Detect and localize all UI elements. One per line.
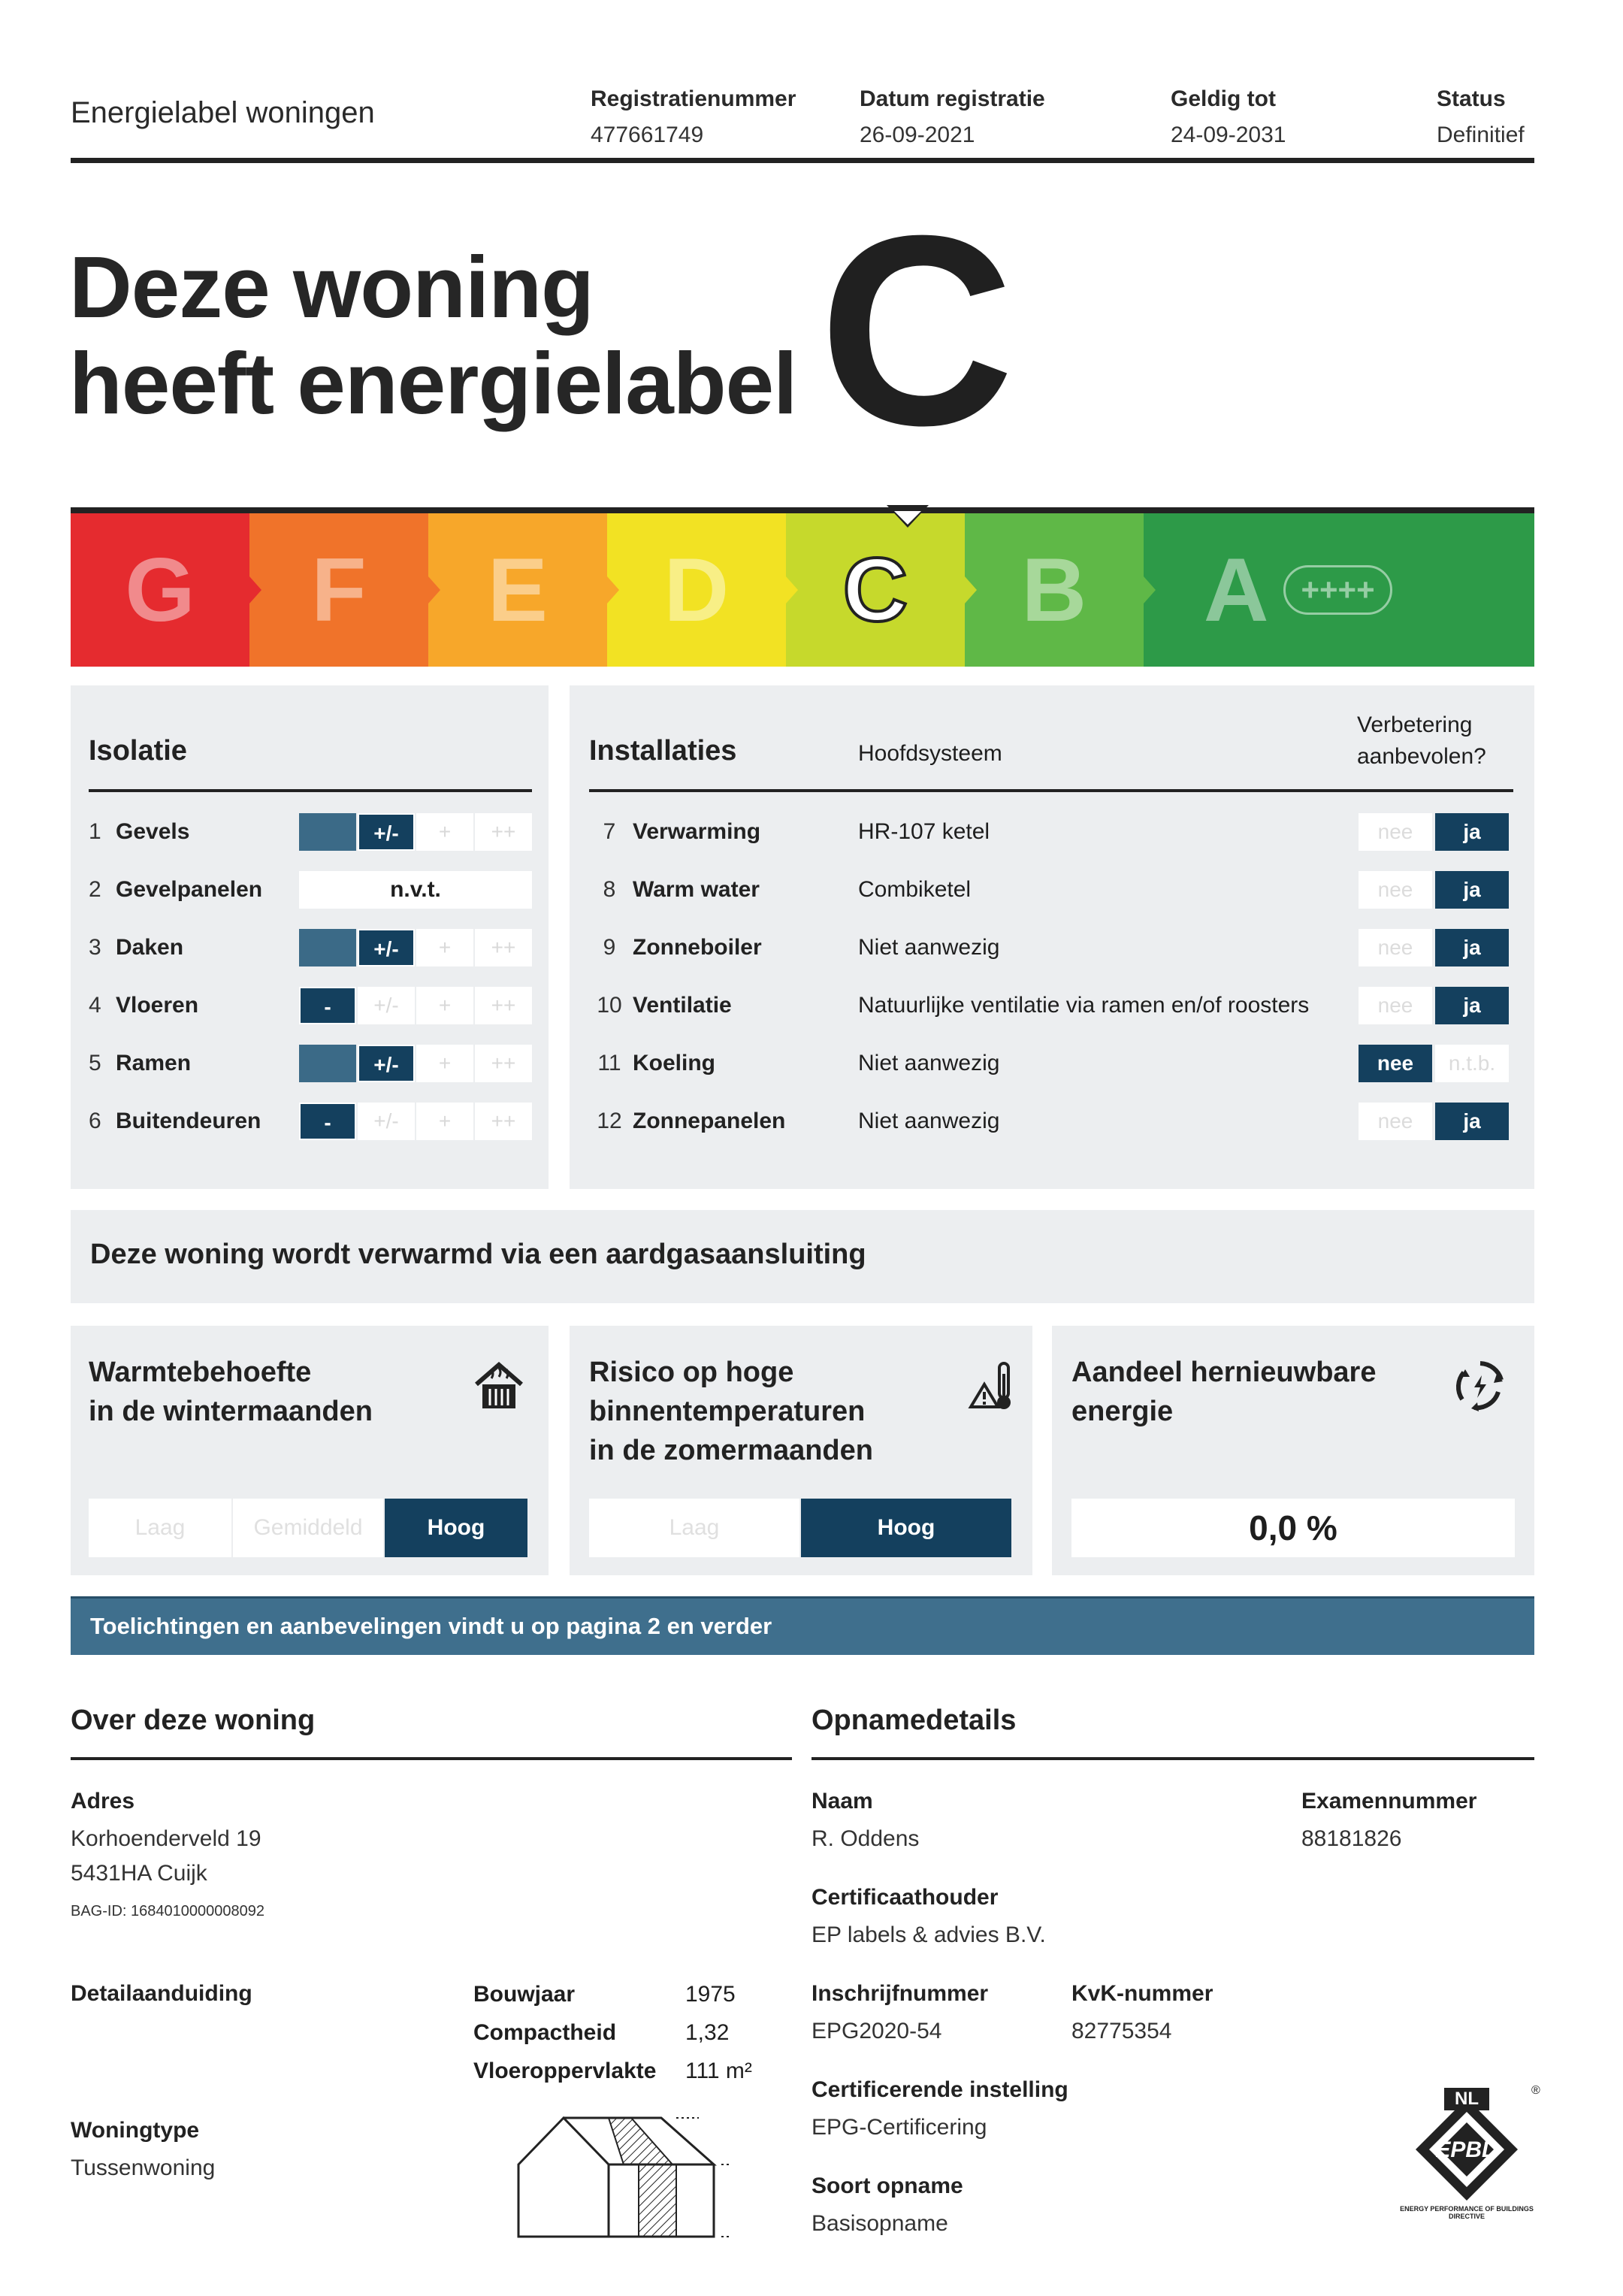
energy-label-bar — [71, 507, 1534, 667]
risico-option-laag: Laag — [589, 1499, 799, 1557]
isolatie-row-number: 6 — [89, 1109, 101, 1133]
spec-label: Compactheid — [473, 2020, 617, 2045]
installatie-row-number: 8 — [603, 877, 616, 902]
installatie-row-name: Zonnepanelen — [633, 1109, 786, 1133]
warmte-option-laag: Laag — [89, 1499, 231, 1557]
date-value: 26-09-2021 — [860, 123, 975, 147]
installatie-row-name: Warm water — [633, 877, 760, 902]
isolatie-rating-nvt: n.v.t. — [299, 871, 532, 909]
isolatie-rating-cell: ++ — [475, 813, 532, 851]
isolatie-rating — [299, 929, 533, 966]
verbetering-nee: nee — [1359, 1045, 1432, 1082]
verbetering-ja: ja — [1435, 987, 1509, 1024]
installatie-row — [589, 987, 732, 1024]
thermometer-warning-icon — [968, 1359, 1016, 1413]
isolatie-row — [89, 1045, 191, 1082]
spec-row — [473, 1975, 752, 2013]
isolatie-row-number: 3 — [89, 935, 101, 960]
epbd-logo — [1399, 2082, 1540, 2220]
examen-value: 88181826 — [1301, 1826, 1402, 1851]
warmte-title-line2: in de wintermaanden — [89, 1396, 373, 1427]
examen-label: Examennummer — [1301, 1789, 1477, 1814]
epbd-ring-text: ENERGY PERFORMANCE OF BUILDINGS DIRECTIVE — [1400, 2205, 1534, 2220]
document-title: Energielabel woningen — [71, 96, 375, 129]
installaties-title: Installaties — [589, 735, 737, 767]
isolatie-row-name: Buitendeuren — [116, 1109, 261, 1133]
status-label: Status — [1437, 86, 1506, 111]
isolatie-row-number: 2 — [89, 877, 101, 902]
isolatie-row — [89, 871, 262, 909]
isolatie-rating-cell — [299, 1045, 356, 1082]
installatie-system: Niet aanwezig — [858, 1051, 1000, 1075]
installatie-row — [589, 871, 760, 909]
installaties-rule — [589, 789, 1513, 792]
inschrijf-value: EPG2020-54 — [812, 2019, 942, 2043]
risico-title-line1: Risico op hoge — [589, 1357, 794, 1388]
verbetering-header-line2: aanbevolen? — [1357, 744, 1486, 769]
status-value: Definitief — [1437, 123, 1525, 147]
installatie-row-number: 12 — [597, 1109, 622, 1133]
installatie-row-number: 7 — [603, 819, 616, 844]
isolatie-title: Isolatie — [89, 735, 187, 767]
isolatie-rating-cell — [299, 929, 356, 966]
installatie-system: Natuurlijke ventilatie via ramen en/of roosters — [858, 993, 1310, 1018]
header-status — [1437, 81, 1525, 153]
warmte-option-hoog: Hoog — [385, 1499, 527, 1557]
label-pointer-inner — [894, 511, 921, 525]
isolatie-row-name: Vloeren — [116, 993, 199, 1018]
verbetering-ja: n.t.b. — [1435, 1045, 1509, 1082]
label-segment-g — [71, 513, 249, 667]
inschrijf-label: Inschrijfnummer — [812, 1981, 989, 2006]
registration-label: Registratienummer — [591, 86, 796, 111]
house-heat-icon — [472, 1359, 526, 1413]
label-letter-d: D — [663, 540, 730, 640]
verbetering-toggle — [1359, 1103, 1512, 1140]
valid-value: 24-09-2031 — [1171, 123, 1286, 147]
isolatie-rating-cell: + — [416, 1103, 473, 1140]
label-letter-g: G — [125, 540, 195, 640]
verbetering-toggle — [1359, 1045, 1512, 1082]
verbetering-header-line1: Verbetering — [1357, 712, 1473, 737]
isolatie-row-number: 5 — [89, 1051, 101, 1075]
warmte-scale — [89, 1499, 529, 1557]
verbetering-nee: nee — [1359, 987, 1432, 1024]
epbd-text: EPBD — [1435, 2137, 1498, 2162]
isolatie-rating-cell: ++ — [475, 1045, 532, 1082]
header-registration — [591, 81, 796, 153]
label-segment-a — [1144, 513, 1534, 667]
bag-id: BAG-ID: 1684010000008092 — [71, 1903, 264, 1919]
isolatie-rating-cell: + — [416, 929, 473, 966]
label-segment-f — [249, 513, 428, 667]
over-title: Over deze woning — [71, 1705, 316, 1736]
isolatie-rating-cell: + — [416, 987, 473, 1024]
installatie-system: Combiketel — [858, 877, 972, 902]
adres-label: Adres — [71, 1789, 135, 1814]
spec-value: 1,32 — [685, 2020, 730, 2045]
verbetering-ja: ja — [1435, 813, 1509, 851]
spec-value: 1975 — [685, 1982, 736, 2007]
label-letter-b: B — [1021, 540, 1087, 640]
isolatie-rating-cell: - — [299, 1103, 356, 1140]
installatie-row-number: 9 — [603, 935, 616, 960]
isolatie-rating-cell: +/- — [358, 929, 415, 966]
spec-row — [473, 2013, 752, 2052]
naam-label: Naam — [812, 1789, 873, 1814]
svg-text:®: ® — [1531, 2084, 1540, 2097]
risico-title — [589, 1353, 873, 1470]
energy-label-letter: C — [819, 180, 1014, 482]
isolatie-rating-cell: + — [416, 813, 473, 851]
warmte-title — [89, 1353, 373, 1431]
heating-text: Deze woning wordt verwarmd via een aardgasaansluiting — [90, 1239, 866, 1270]
risico-title-line2: binnentemperaturen — [589, 1396, 866, 1427]
isolatie-row — [89, 813, 189, 851]
hernieuwbaar-title-line1: Aandeel hernieuwbare — [1071, 1357, 1377, 1388]
instelling-value: EPG-Certificering — [812, 2115, 987, 2140]
verbetering-toggle — [1359, 813, 1512, 851]
isolatie-rating-cell: +/- — [358, 813, 415, 851]
verbetering-ja: ja — [1435, 871, 1509, 909]
installatie-row-name: Verwarming — [633, 819, 761, 844]
risico-title-line3: in de zomermaanden — [589, 1435, 873, 1466]
renewable-cycle-icon — [1452, 1357, 1509, 1414]
specs-table — [473, 1975, 752, 2090]
soort-label: Soort opname — [812, 2173, 963, 2198]
cert-value: EP labels & advies B.V. — [812, 1922, 1046, 1947]
installatie-row — [589, 929, 762, 966]
adres-line2: 5431HA Cuijk — [71, 1861, 207, 1886]
isolatie-rating-cell: +/- — [358, 1045, 415, 1082]
isolatie-row — [89, 929, 183, 966]
verbetering-nee: nee — [1359, 871, 1432, 909]
installatie-row — [589, 1103, 785, 1140]
verbetering-ja: ja — [1435, 1103, 1509, 1140]
isolatie-rating-cell: - — [299, 987, 356, 1024]
isolatie-rating — [299, 1045, 533, 1082]
isolatie-rating — [299, 1103, 533, 1140]
naam-value: R. Oddens — [812, 1826, 920, 1851]
installatie-system: HR-107 ketel — [858, 819, 990, 844]
label-segment-c — [786, 513, 965, 667]
isolatie-rule — [89, 789, 532, 792]
date-label: Datum registratie — [860, 86, 1045, 111]
isolatie-row-number: 4 — [89, 993, 101, 1018]
hernieuwbaar-title-line2: energie — [1071, 1396, 1174, 1427]
kvk-label: KvK-nummer — [1071, 1981, 1213, 2006]
adres-line1: Korhoenderveld 19 — [71, 1826, 261, 1851]
spec-label: Vloeroppervlakte — [473, 2059, 657, 2083]
instelling-label: Certificerende instelling — [812, 2077, 1068, 2102]
headline-line2: heeft energielabel — [69, 334, 797, 432]
isolatie-rating-cell: +/- — [358, 987, 415, 1024]
verbetering-toggle — [1359, 871, 1512, 909]
hernieuwbaar-title — [1071, 1353, 1376, 1431]
isolatie-rating — [299, 813, 533, 851]
detail-label: Detailaanduiding — [71, 1981, 252, 2006]
isolatie-rating-cell: ++ — [475, 1103, 532, 1140]
header-valid — [1171, 81, 1286, 153]
installatie-row-number: 10 — [597, 993, 622, 1018]
isolatie-row — [89, 987, 198, 1024]
isolatie-row-name: Ramen — [116, 1051, 192, 1075]
label-a-plus: ++++ — [1283, 565, 1392, 615]
risico-option-hoog: Hoog — [801, 1499, 1011, 1557]
isolatie-rating — [299, 987, 533, 1024]
label-segment-b — [965, 513, 1144, 667]
isolatie-rating-cell: +/- — [358, 1103, 415, 1140]
verbetering-toggle — [1359, 987, 1512, 1024]
isolatie-row-name: Gevelpanelen — [116, 877, 263, 902]
isolatie-rating-cell: + — [416, 1045, 473, 1082]
opname-title: Opnamedetails — [812, 1705, 1017, 1736]
over-rule — [71, 1757, 792, 1760]
risico-scale — [589, 1499, 1013, 1557]
installatie-row-name: Koeling — [633, 1051, 715, 1075]
verbetering-ja: ja — [1435, 929, 1509, 966]
installatie-row-name: Ventilatie — [633, 993, 732, 1018]
installatie-system: Niet aanwezig — [858, 1109, 1000, 1133]
woningtype-label: Woningtype — [71, 2118, 200, 2143]
verbetering-toggle — [1359, 929, 1512, 966]
isolatie-rating-cell — [299, 813, 356, 851]
isolatie-rating-cell: ++ — [475, 987, 532, 1024]
verbetering-nee: nee — [1359, 929, 1432, 966]
label-segment-e — [428, 513, 607, 667]
terraced-house-icon — [511, 2104, 736, 2247]
epbd-nl: NL — [1455, 2089, 1479, 2109]
isolatie-row-number: 1 — [89, 819, 101, 844]
installatie-row-number: 11 — [597, 1051, 621, 1075]
valid-label: Geldig tot — [1171, 86, 1276, 111]
isolatie-row — [89, 1103, 261, 1140]
warmte-title-line1: Warmtebehoefte — [89, 1357, 312, 1388]
verbetering-nee: nee — [1359, 1103, 1432, 1140]
spec-label: Bouwjaar — [473, 1982, 576, 2007]
registration-value: 477661749 — [591, 123, 704, 147]
warmte-option-gemiddeld: Gemiddeld — [233, 1499, 383, 1557]
opname-rule — [812, 1757, 1534, 1760]
label-letter-e: E — [487, 540, 548, 640]
cert-label: Certificaathouder — [812, 1885, 999, 1910]
installatie-row — [589, 1045, 715, 1082]
installatie-system: Niet aanwezig — [858, 935, 1000, 960]
hoofdsysteem-header: Hoofdsysteem — [858, 741, 1002, 766]
installatie-row-name: Zonneboiler — [633, 935, 762, 960]
note-text: Toelichtingen en aanbevelingen vindt u op pagina 2 en verder — [90, 1613, 772, 1639]
hernieuwbaar-value: 0,0 % — [1071, 1499, 1515, 1557]
isolatie-row-name: Gevels — [116, 819, 190, 844]
verbetering-nee: nee — [1359, 813, 1432, 851]
isolatie-row-name: Daken — [116, 935, 184, 960]
spec-value: 111 m² — [685, 2059, 752, 2083]
verbetering-header — [1357, 709, 1486, 773]
installatie-row — [589, 813, 760, 851]
headline — [69, 239, 796, 431]
label-segment-d — [607, 513, 786, 667]
header-date — [860, 81, 1045, 153]
label-letter-a: A — [1203, 540, 1269, 640]
kvk-value: 82775354 — [1071, 2019, 1172, 2043]
label-letter-f: F — [311, 540, 367, 640]
label-letter-c: C — [842, 540, 908, 640]
adres-value — [71, 1822, 261, 1891]
isolatie-rating-cell: ++ — [475, 929, 532, 966]
spec-row — [473, 2052, 752, 2090]
soort-value: Basisopname — [812, 2211, 948, 2236]
headline-line1: Deze woning — [69, 238, 594, 336]
header-rule — [71, 158, 1534, 163]
woningtype-value: Tussenwoning — [71, 2155, 216, 2180]
